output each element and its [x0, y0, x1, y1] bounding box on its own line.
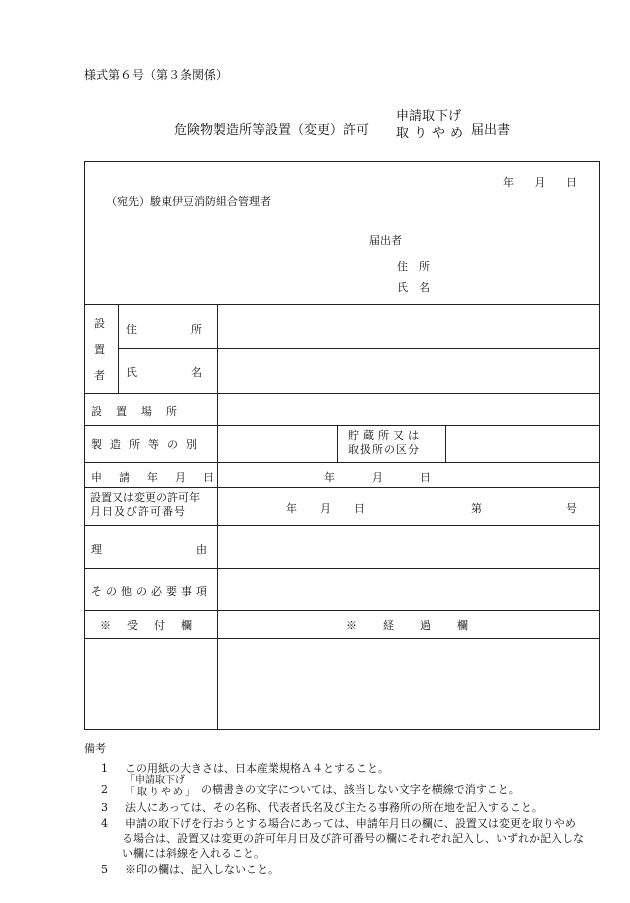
installer-name-label: 氏名 [126, 366, 256, 379]
title-option-cancel: 取りやめ [396, 126, 469, 141]
progress-label: ※経過欄 [346, 619, 494, 632]
rule [84, 462, 600, 463]
rule [84, 487, 600, 488]
reception-label: ※受付欄 [100, 619, 208, 632]
rule [84, 610, 600, 611]
notes-heading: 備考 [84, 742, 106, 755]
reason-label: 理由 [91, 543, 301, 556]
rule [118, 348, 600, 349]
notifier-label: 届出者 [369, 234, 402, 247]
installer-address-label: 住所 [126, 323, 256, 336]
form-title: 危険物製造所等設置（変更）許可 [174, 123, 370, 138]
title-suffix: 届出書 [471, 123, 511, 138]
form-number: 様式第６号（第３条関係） [84, 68, 229, 82]
application-date-value: 年 月 日 [324, 471, 431, 484]
title-option-withdraw: 申請取下げ [396, 109, 462, 124]
permit-date-value: 年 月 日 [286, 502, 365, 515]
installer-group-label: 設 置 者 [94, 317, 105, 382]
rule [445, 425, 446, 462]
rule [84, 425, 600, 426]
notifier-name-label: 氏 名 [397, 281, 430, 294]
title-options [396, 108, 468, 142]
note-item: 2 「申請取下げ 「取りやめ」 の横書きの文字については、該当しない文字を横線で消すこと。 [101, 775, 520, 798]
note-item: 4 申請の取下げを行おうとする場合にあっては、申請年月日の欄に、設置又は変更を取りやめ る場合は、設置又は変更の許可年月日及び許可番号の欄にそれぞれ記入し、いずれか記入しな い欄には斜線を入れること。 [101, 817, 584, 860]
rule [84, 304, 600, 305]
permit-number-suffix: 号 [566, 502, 577, 515]
date-line: 年 月 日 [503, 176, 577, 189]
addressee: （宛先）駿東伊豆消防組合管理者 [106, 195, 271, 208]
application-date-label: 申請年月日 [91, 471, 231, 484]
location-label: 設置場所 [91, 405, 191, 418]
notifier-address-label: 住 所 [397, 260, 430, 273]
rule [84, 568, 600, 569]
rule [118, 304, 119, 393]
rule [84, 393, 600, 394]
rule [84, 525, 600, 526]
storage-type-label: 貯蔵所又は 取扱所の区分 [348, 429, 423, 456]
note-item: 1 この用紙の大きさは、日本産業規格Ａ４とすること。 [101, 762, 389, 775]
rule [337, 425, 338, 462]
rule [84, 638, 600, 639]
other-label: その他の必要事項 [91, 585, 211, 598]
permit-number-prefix: 第 [471, 502, 482, 515]
note-item: 3 法人にあっては、その名称、代表者氏名及び主たる事務所の所在地を記入すること。 [101, 801, 543, 814]
facility-type-label: 製造所等の別 [91, 438, 205, 451]
permit-label: 設置又は変更の許可年 月日及び許可番号 [90, 491, 200, 518]
note-item: 5 ※印の欄は、記入しないこと。 [101, 863, 279, 876]
